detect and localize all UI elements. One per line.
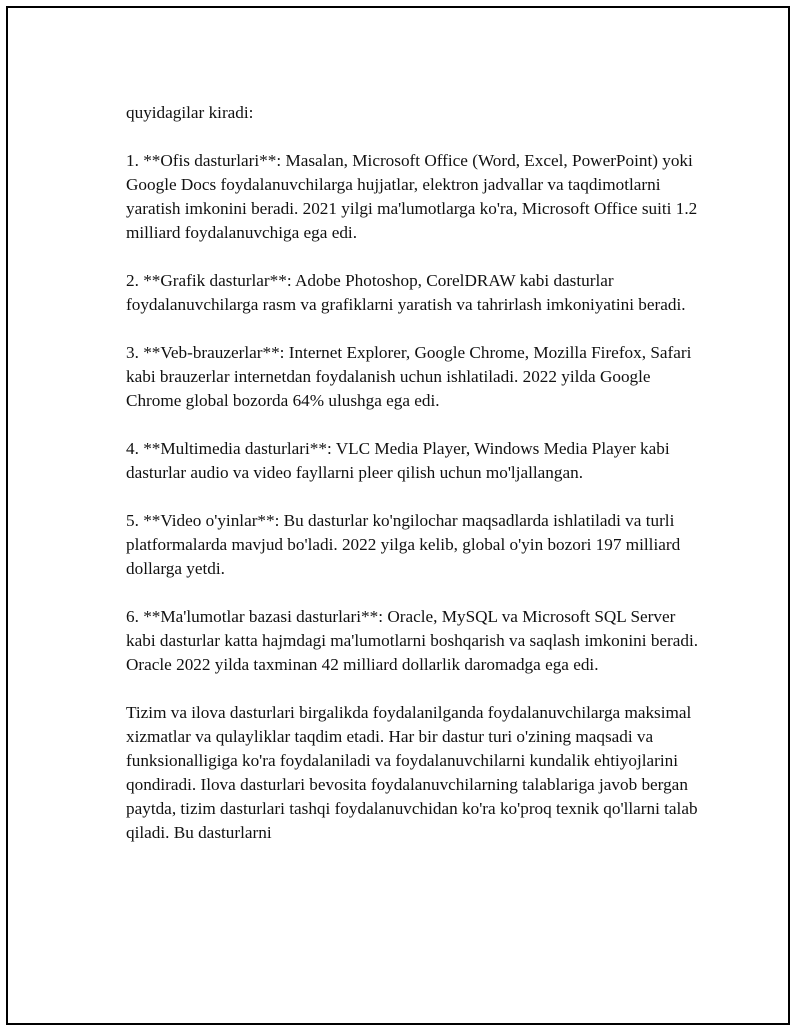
document-body	[126, 101, 701, 869]
list-item-web-browsers: 3. **Veb-brauzerlar**: Internet Explorer, Google Chrome, Mozilla Firefox, Safari kabi brauzerlar internetdan foydalanish uchun ishlatiladi. 2022 yilda Google Chrome global bozorda 64% ulushga ega edi.	[126, 343, 692, 410]
list-item-graphics-software: 2. **Grafik dasturlar**: Adobe Photoshop, CorelDRAW kabi dasturlar foydalanuvchilarga rasm va grafiklarni yaratish va tahrirlash imkoniyatini beradi.	[126, 271, 686, 314]
list-item-video-games: 5. **Video o'yinlar**: Bu dasturlar ko'ngilochar maqsadlarda ishlatiladi va turli platformalarda mavjud bo'ladi. 2022 yilga kelib, global o'yin bozori 197 milliard dollarga yetdi.	[126, 511, 681, 578]
list-item-database-software: 6. **Ma'lumotlar bazasi dasturlari**: Oracle, MySQL va Microsoft SQL Server kabi dasturlar katta hajmdagi ma'lumotlarni boshqarish va saqlash imkonini beradi. Oracle 2022 yilda taxminan 42 milliard dollarlik daromadga ega edi.	[126, 607, 699, 674]
page-frame	[6, 6, 790, 1025]
intro-line: quyidagilar kiradi:	[126, 103, 254, 122]
list-item-multimedia-software: 4. **Multimedia dasturlari**: VLC Media Player, Windows Media Player kabi dasturlar audio va video fayllarni pleer qilish uchun mo'ljallangan.	[126, 439, 670, 482]
list-item-office-software: 1. **Ofis dasturlari**: Masalan, Microsoft Office (Word, Excel, PowerPoint) yoki Google Docs foydalanuvchilarga hujjatlar, elektron jadvallar va taqdimotlarni yaratish imkonini beradi. 2021 yilgi ma'lumotlarga ko'ra, Microsoft Office suiti 1.2 milliard foydalanuvchiga ega edi.	[126, 151, 698, 242]
closing-paragraph: Tizim va ilova dasturlari birgalikda foydalanilganda foydalanuvchilarga maksimal xizmatlar va qulayliklar taqdim etadi. Har bir dastur turi o'zining maqsadi va funksionalligiga ko'ra foydalaniladi va foydalanuvchilarni kundalik ehtiyojlarini qondiradi. Ilova dasturlari bevosita foydalanuvchilarning talablariga javob bergan paytda, tizim dasturlari tashqi foydalanuvchidan ko'ra ko'proq texnik qo'llarni talab qiladi. Bu dasturlarni	[126, 703, 698, 842]
